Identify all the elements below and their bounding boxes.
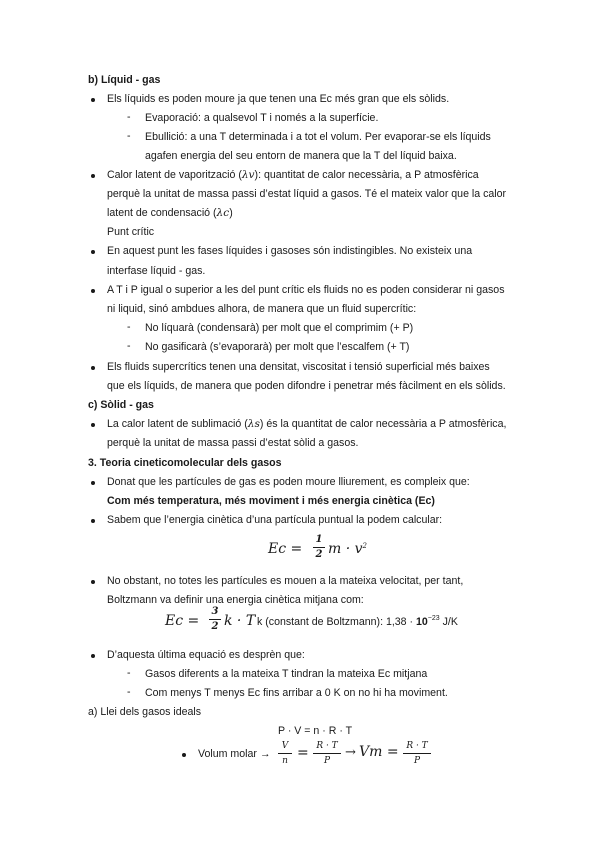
- exponent: −23: [427, 615, 440, 622]
- equals-sign: =: [297, 745, 309, 761]
- vm-symbol: Vm =: [359, 744, 399, 760]
- paragraph-text: D’aquesta última equació es desprèn que:: [107, 649, 305, 661]
- paragraph-text: Els fluids supercrítics tenen una densitat, viscositat i tensió superficial més baixes: [107, 361, 490, 373]
- bullet-dot: [91, 519, 95, 523]
- heading-ideal-gas-law: a) Llei dels gasos ideals: [88, 706, 202, 718]
- lambda-c-symbol: λc: [216, 207, 230, 219]
- dash-marker: -: [127, 111, 131, 123]
- paragraph-text: Gasos diferents a la mateixa T tindran la mateixa Ec mitjana: [145, 668, 428, 680]
- bullet-dot: [91, 98, 95, 102]
- equation-lhs: Ec =: [165, 613, 200, 629]
- heading-kinetic-theory: 3. Teoria cineticomolecular dels gasos: [88, 457, 282, 469]
- fraction-rt-over-p: [313, 740, 341, 767]
- boltzmann-constant-note: [257, 615, 458, 629]
- fraction-rt-over-p: [403, 740, 431, 767]
- fraction-denominator: P: [323, 756, 331, 766]
- paragraph-text: Els líquids es poden moure ja que tenen una Ec més gran que els sòlids.: [107, 93, 450, 105]
- bullet-dot: [91, 250, 95, 254]
- paragraph-text: perquè la unitat de massa passi d’estat sòlid a gasos.: [107, 437, 359, 449]
- bullet-dot: [91, 423, 95, 427]
- fraction-denominator: n: [282, 756, 288, 766]
- paragraph-text: [107, 168, 479, 182]
- paragraph-text: A T i P igual o superior a les del punt crític els fluids no es poden considerar ni gasos: [107, 284, 505, 296]
- paragraph-text: Ebullició: a una T determinada i a tot el volum. Per evaporar-se els líquids: [145, 131, 491, 143]
- bullet-dot: [91, 174, 95, 178]
- lambda-v-symbol: λv: [241, 169, 255, 181]
- molar-volume-label: Volum molar →: [198, 748, 271, 760]
- equation-rhs-text: m · v: [328, 541, 363, 557]
- dash-marker: -: [127, 130, 131, 142]
- lambda-s-symbol: λs: [247, 418, 260, 430]
- fraction-v-over-n: [278, 740, 292, 767]
- paragraph-text: Donat que les partícules de gas es poden moure lliurement, es compleix que:: [107, 476, 470, 488]
- fraction-bar: [209, 619, 221, 620]
- equation-rhs: [328, 541, 367, 557]
- dash-marker: -: [127, 321, 131, 333]
- subheading-punt-critic: Punt crític: [107, 226, 155, 238]
- paragraph-text: Com menys T menys Ec fins arribar a 0 K on no hi ha moviment.: [145, 687, 448, 699]
- text-run: ): [229, 207, 233, 219]
- paragraph-text: No gasificarà (s’evaporarà) per molt que l’escalfem (+ T): [145, 341, 410, 353]
- text-run: La calor latent de sublimació (: [107, 418, 248, 430]
- fraction-one-half: [313, 534, 325, 561]
- dash-marker: -: [127, 667, 131, 679]
- paragraph-text: perquè la unitat de massa passi d’estat líquid a gasos. Té el mateix valor que la calor: [107, 188, 507, 200]
- bullet-dot: [91, 654, 95, 658]
- bullet-dot: [182, 753, 186, 757]
- heading-liquid-gas: b) Líquid - gas: [88, 74, 161, 86]
- paragraph-text: ni liquid, sinó ambdues alhora, de manera que un fluid supercrític:: [107, 303, 417, 315]
- equation-rhs: k · T: [224, 613, 256, 629]
- power-base: 10: [415, 616, 428, 628]
- fraction-bar: [313, 547, 325, 548]
- text-run: ) és la quantitat de calor necessària a P atmosfèrica,: [259, 418, 507, 430]
- paragraph-text: No líquarà (condensarà) per molt que el comprimim (+ P): [145, 322, 414, 334]
- paragraph-text: En aquest punt les fases líquides i gasoses són indistingibles. No existeix una: [107, 245, 473, 257]
- paragraph-text: Sabem que l’energia cinètica d’una partícula puntual la podem calcular:: [107, 514, 443, 526]
- fraction-denominator: P: [413, 756, 421, 766]
- fraction-bar: [278, 753, 292, 754]
- exponent: 2: [362, 542, 368, 550]
- text-run: latent de condensació (: [107, 207, 217, 219]
- fraction-bar: [403, 753, 431, 754]
- bullet-dot: [91, 580, 95, 584]
- fraction-numerator: V: [281, 741, 289, 751]
- bullet-dot: [91, 289, 95, 293]
- arrow-icon: →: [345, 745, 356, 760]
- paragraph-text: [107, 206, 233, 220]
- fraction-denominator: 2: [315, 549, 323, 560]
- equation-lhs: Ec =: [268, 541, 303, 557]
- bullet-dot: [91, 366, 95, 370]
- heading-solid-gas: c) Sòlid - gas: [88, 399, 154, 411]
- fraction-numerator: R · T: [316, 741, 338, 751]
- bold-statement: Com més temperatura, més moviment i més energia cinètica (Ec): [107, 495, 435, 507]
- paragraph-text: Boltzmann va definir una energia cinètica mitjana com:: [107, 594, 364, 606]
- fraction-bar: [313, 753, 341, 754]
- text-run: ): quantitat de calor necessària, a P atmosfèrica: [254, 169, 479, 181]
- bullet-dot: [91, 481, 95, 485]
- fraction-numerator: 3: [211, 606, 219, 617]
- paragraph-text: [107, 417, 506, 431]
- paragraph-text: que els líquids, de manera que poden difondre i penetrar més fàcilment en els sòlids.: [107, 380, 506, 392]
- unit: J/K: [439, 616, 458, 628]
- ideal-gas-equation: P · V = n · R · T: [278, 725, 353, 737]
- dash-marker: -: [127, 686, 131, 698]
- fraction-numerator: 1: [315, 534, 323, 545]
- text-run: Calor latent de vaporització (: [107, 169, 242, 181]
- paragraph-text: Evaporació: a qualsevol T i només a la superfície.: [145, 112, 379, 124]
- paragraph-text: No obstant, no totes les partícules es mouen a la mateixa velocitat, per tant,: [107, 575, 464, 587]
- fraction-three-halves: [209, 606, 221, 633]
- paragraph-text: agafen energia del seu entorn de manera que la T del líquid baixa.: [145, 150, 457, 162]
- text-run: k (constant de Boltzmann): 1,38 ·: [257, 616, 416, 628]
- fraction-denominator: 2: [211, 621, 219, 632]
- fraction-numerator: R · T: [406, 741, 428, 751]
- dash-marker: -: [127, 340, 131, 352]
- paragraph-text: interfase líquid - gas.: [107, 265, 206, 277]
